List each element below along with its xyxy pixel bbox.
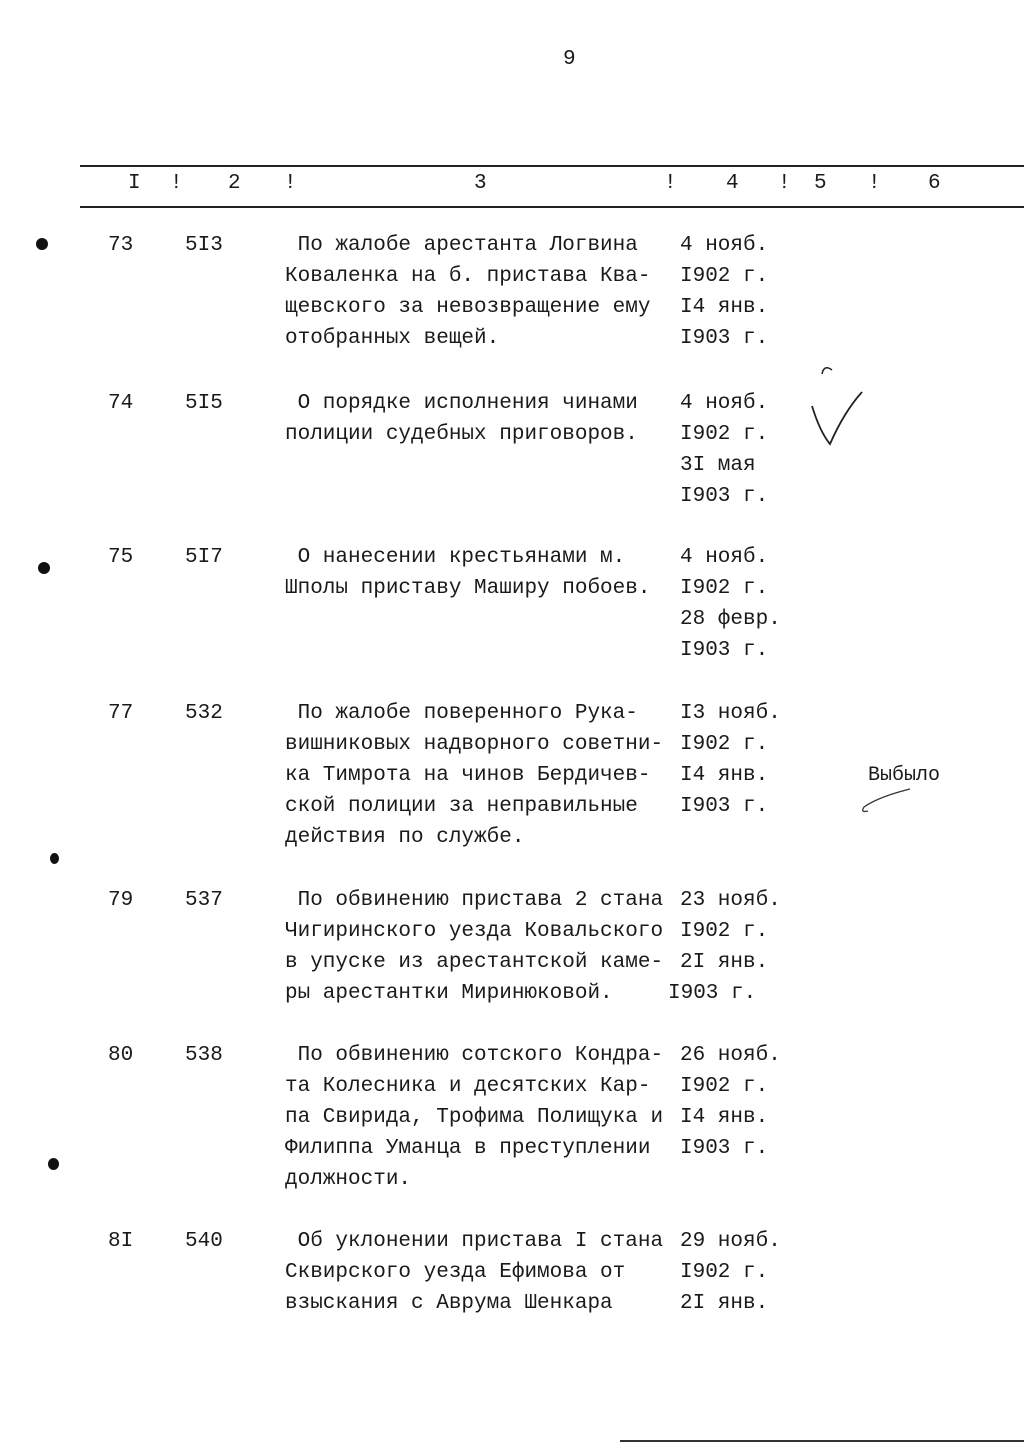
punch-hole-mark (50, 853, 59, 864)
header-col2: 2 (228, 172, 241, 195)
case-title-line: По обвинению сотского Кондра- (285, 1044, 664, 1067)
case-title (285, 1040, 663, 1195)
case-date-line: I902 г. (680, 920, 769, 943)
case-date-line: I902 г. (680, 577, 769, 600)
case-date-line: I4 янв. (680, 764, 769, 787)
entry-number: 74 (108, 392, 134, 415)
case-date-line: I4 янв. (680, 296, 769, 319)
handwritten-note: Выбыло (868, 764, 941, 787)
case-title-line: отобранных вещей. (285, 327, 500, 350)
case-date-line: 2I янв. (680, 951, 769, 974)
case-title-line: вишниковых надворного советни- (285, 733, 664, 756)
case-dates (680, 542, 781, 666)
case-title-line: О нанесении крестьянами м. (285, 546, 626, 569)
case-title-line: па Свирида, Трофима Полищука и (285, 1106, 664, 1129)
case-date-line: 29 нояб. (680, 1230, 781, 1253)
case-date-line: I902 г. (680, 1261, 769, 1284)
case-title-line: та Колесника и десятских Кар- (285, 1075, 651, 1098)
case-date-line: 4 нояб. (680, 234, 769, 257)
header-col4: 4 (726, 172, 739, 195)
case-dates (668, 885, 781, 1009)
case-date-line: I903 г. (668, 982, 757, 1005)
case-title-line: Об уклонении пристава I стана (285, 1230, 664, 1253)
handwritten-checkmark-icon (808, 362, 868, 452)
case-title-line: ка Тимрота на чинов Бердичев- (285, 764, 651, 787)
inventory-number: 540 (185, 1230, 223, 1253)
header-separator: ! (284, 172, 297, 195)
case-title-line: Сквирского уезда Ефимова от (285, 1261, 626, 1284)
case-date-line: I903 г. (680, 1137, 769, 1160)
punch-hole-mark (38, 562, 50, 574)
punch-hole-mark (48, 1158, 59, 1170)
entry-number: 79 (108, 889, 134, 912)
header-bottom-rule (80, 206, 1024, 208)
case-date-line: I903 г. (680, 485, 769, 508)
header-separator: ! (170, 172, 183, 195)
header-separator: ! (868, 172, 881, 195)
case-dates (680, 1040, 781, 1164)
case-title (285, 230, 650, 354)
case-date-line: 3I мая (680, 454, 756, 477)
header-col5: 5 (814, 172, 827, 195)
case-date-line: 4 нояб. (680, 546, 769, 569)
case-date-line: I4 янв. (680, 1106, 769, 1129)
inventory-number: 5I5 (185, 392, 223, 415)
case-date-line: I903 г. (680, 327, 769, 350)
inventory-number: 538 (185, 1044, 223, 1067)
case-title-line: По жалобе поверенного Рука- (285, 702, 638, 725)
case-date-line: I902 г. (680, 1075, 769, 1098)
punch-hole-mark (36, 238, 48, 250)
case-title-line: щевского за невозвращение ему (285, 296, 651, 319)
case-title-line: Филиппа Уманца в преступлении (285, 1137, 651, 1160)
case-date-line: I902 г. (680, 733, 769, 756)
case-title (285, 542, 650, 604)
entry-number: 73 (108, 234, 134, 257)
header-top-rule (80, 165, 1024, 167)
case-title (285, 1226, 663, 1319)
page-number: 9 (563, 48, 576, 71)
case-title-line: полиции судебных приговоров. (285, 423, 638, 446)
header-col1: I (128, 172, 141, 195)
case-date-line: 23 нояб. (680, 889, 781, 912)
case-date-line: I3 нояб. (680, 702, 781, 725)
inventory-number: 537 (185, 889, 223, 912)
case-dates (680, 1226, 781, 1319)
case-title-line: По жалобе арестанта Логвина (285, 234, 638, 257)
case-date-line: 28 февр. (680, 608, 781, 631)
header-col3: 3 (474, 172, 487, 195)
case-dates (680, 388, 768, 512)
case-title (285, 698, 663, 853)
inventory-number: 5I7 (185, 546, 223, 569)
case-title-line: По обвинению пристава 2 стана (285, 889, 664, 912)
case-title-line: действия по службе. (285, 826, 525, 849)
entry-number: 75 (108, 546, 134, 569)
case-title-line: взыскания с Аврума Шенкара (285, 1292, 613, 1315)
case-title-line: Коваленка на б. пристава Ква- (285, 265, 651, 288)
inventory-number: 532 (185, 702, 223, 725)
case-date-line: I903 г. (680, 795, 769, 818)
case-title (285, 885, 663, 1009)
case-date-line: I902 г. (680, 265, 769, 288)
case-title-line: Шполы приставу Маширу побоев. (285, 577, 651, 600)
bottom-rule (620, 1440, 1024, 1442)
case-title-line: ской полиции за неправильные (285, 795, 638, 818)
case-dates (680, 698, 781, 822)
case-title-line: Чигиринского уезда Ковальского (285, 920, 664, 943)
case-title (285, 388, 638, 450)
case-date-line: I902 г. (680, 423, 769, 446)
case-title-line: должности. (285, 1168, 412, 1191)
case-dates (680, 230, 768, 354)
case-date-line: 26 нояб. (680, 1044, 781, 1067)
handwritten-flourish-icon (858, 785, 918, 825)
case-date-line: 2I янв. (680, 1292, 769, 1315)
header-separator: ! (778, 172, 791, 195)
header-col6: 6 (928, 172, 941, 195)
entry-number: 8I (108, 1230, 134, 1253)
case-title-line: в упуске из арестантской каме- (285, 951, 664, 974)
case-date-line: I903 г. (680, 639, 769, 662)
header-separator: ! (664, 172, 677, 195)
entry-number: 80 (108, 1044, 134, 1067)
case-title-line: О порядке исполнения чинами (285, 392, 638, 415)
entry-number: 77 (108, 702, 134, 725)
case-date-line: 4 нояб. (680, 392, 769, 415)
inventory-number: 5I3 (185, 234, 223, 257)
case-title-line: ры арестантки Миринюковой. (285, 982, 613, 1005)
